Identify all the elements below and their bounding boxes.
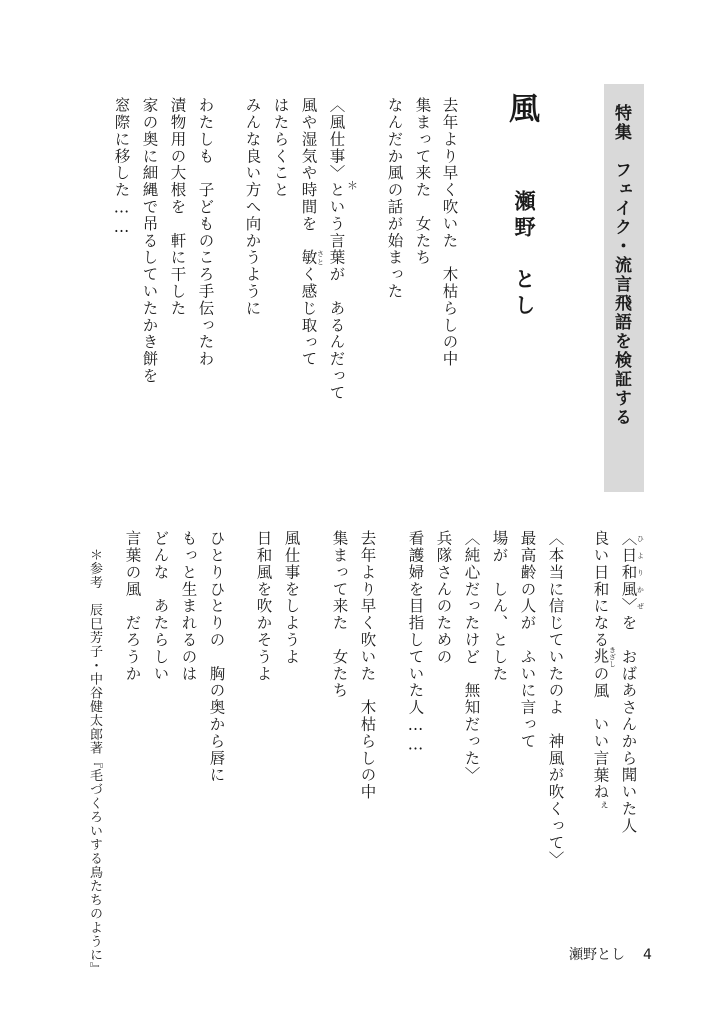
poem-line: 兵隊さんのための xyxy=(434,530,453,666)
line-segment: く感じ取って xyxy=(299,266,318,368)
poem-line: はたらくこと xyxy=(271,97,290,199)
line-segment: を おばあさんから聞いた人 xyxy=(619,614,638,835)
poem-author: 瀬野 とし xyxy=(512,190,537,320)
footnote: ＊参考 辰巳芳子・中谷健太郎著『毛づくろいする鳥たちのように』 xyxy=(87,548,102,976)
poem-line: 日和風を吹かそうよ xyxy=(254,530,273,683)
ruby-reading: さと xyxy=(316,249,325,266)
poem-line: 窓際に移した…… xyxy=(112,97,131,238)
ruby-word xyxy=(299,249,325,267)
ruby-word xyxy=(591,646,617,668)
special-heading: 特集 フェイク・流言飛語を検証する xyxy=(611,104,631,427)
poem-title: 風 xyxy=(503,92,539,125)
ruby-reading: きざし xyxy=(608,646,617,668)
poem-line: 家の奥に細縄で吊るしていたかき餅を xyxy=(140,97,159,385)
ruby-reading: ひよりかぜ xyxy=(636,530,645,615)
page-footer xyxy=(569,944,652,964)
poem-line: 場が しん、とした xyxy=(490,530,509,683)
poem-line: 去年より早く吹いた 木枯らしの中 xyxy=(358,530,377,801)
line-segment: の風 いい言葉ね xyxy=(591,665,610,801)
poem-line: 〈風仕事〉という言葉が あるんだって xyxy=(327,97,346,402)
poem-line: 集まって来た 女たち xyxy=(413,97,432,266)
poem-line: 漬物用の大根を 軒に干した xyxy=(168,97,187,317)
poem-line: なんだか風の話が始まった xyxy=(385,97,404,300)
line-segment: 良い日和になる xyxy=(591,530,610,649)
poem-line xyxy=(620,530,645,834)
ruby-base: 敏 xyxy=(299,249,318,267)
poem-line: ひとりひとりの 胸の奥から唇に xyxy=(207,530,226,784)
poem-line: どんな あたらしい xyxy=(151,530,170,683)
poem-line: 〈純心だったけど 無知だった〉 xyxy=(462,530,481,784)
poem-line: 集まって来た 女たち xyxy=(330,530,349,699)
poem-line: みんな良い方へ向かうように xyxy=(243,97,262,317)
poem-line: 言葉の風 だろうか xyxy=(123,530,142,683)
ruby-base: 〈日和風〉 xyxy=(619,530,638,615)
poem-line: 最高齢の人が ふいに言って xyxy=(518,530,537,750)
poem-line: もっと生まれるのは xyxy=(179,530,198,683)
poem-line: わたしも 子どものころ手伝ったわ xyxy=(196,97,215,368)
poem-line: 去年より早く吹いた 木枯らしの中 xyxy=(440,97,459,368)
footnote-mark: ＊ xyxy=(347,179,358,192)
footer-author: 瀬野とし xyxy=(569,947,625,963)
line-segment: 風や湿気や時間を xyxy=(299,97,318,250)
ruby-base: 兆 xyxy=(591,646,610,668)
poem-line xyxy=(592,530,617,812)
poem-line: 風仕事をしようよ xyxy=(282,530,301,666)
poem-line xyxy=(300,97,325,367)
page-number: 4 xyxy=(643,947,652,963)
poem-line: 看護婦を目指していた人…… xyxy=(406,530,425,755)
small-kana: ぇ xyxy=(595,800,607,812)
poem-line: 〈本当に信じていたのよ 神風が吹くって〉 xyxy=(546,530,565,868)
ruby-word xyxy=(619,530,645,615)
